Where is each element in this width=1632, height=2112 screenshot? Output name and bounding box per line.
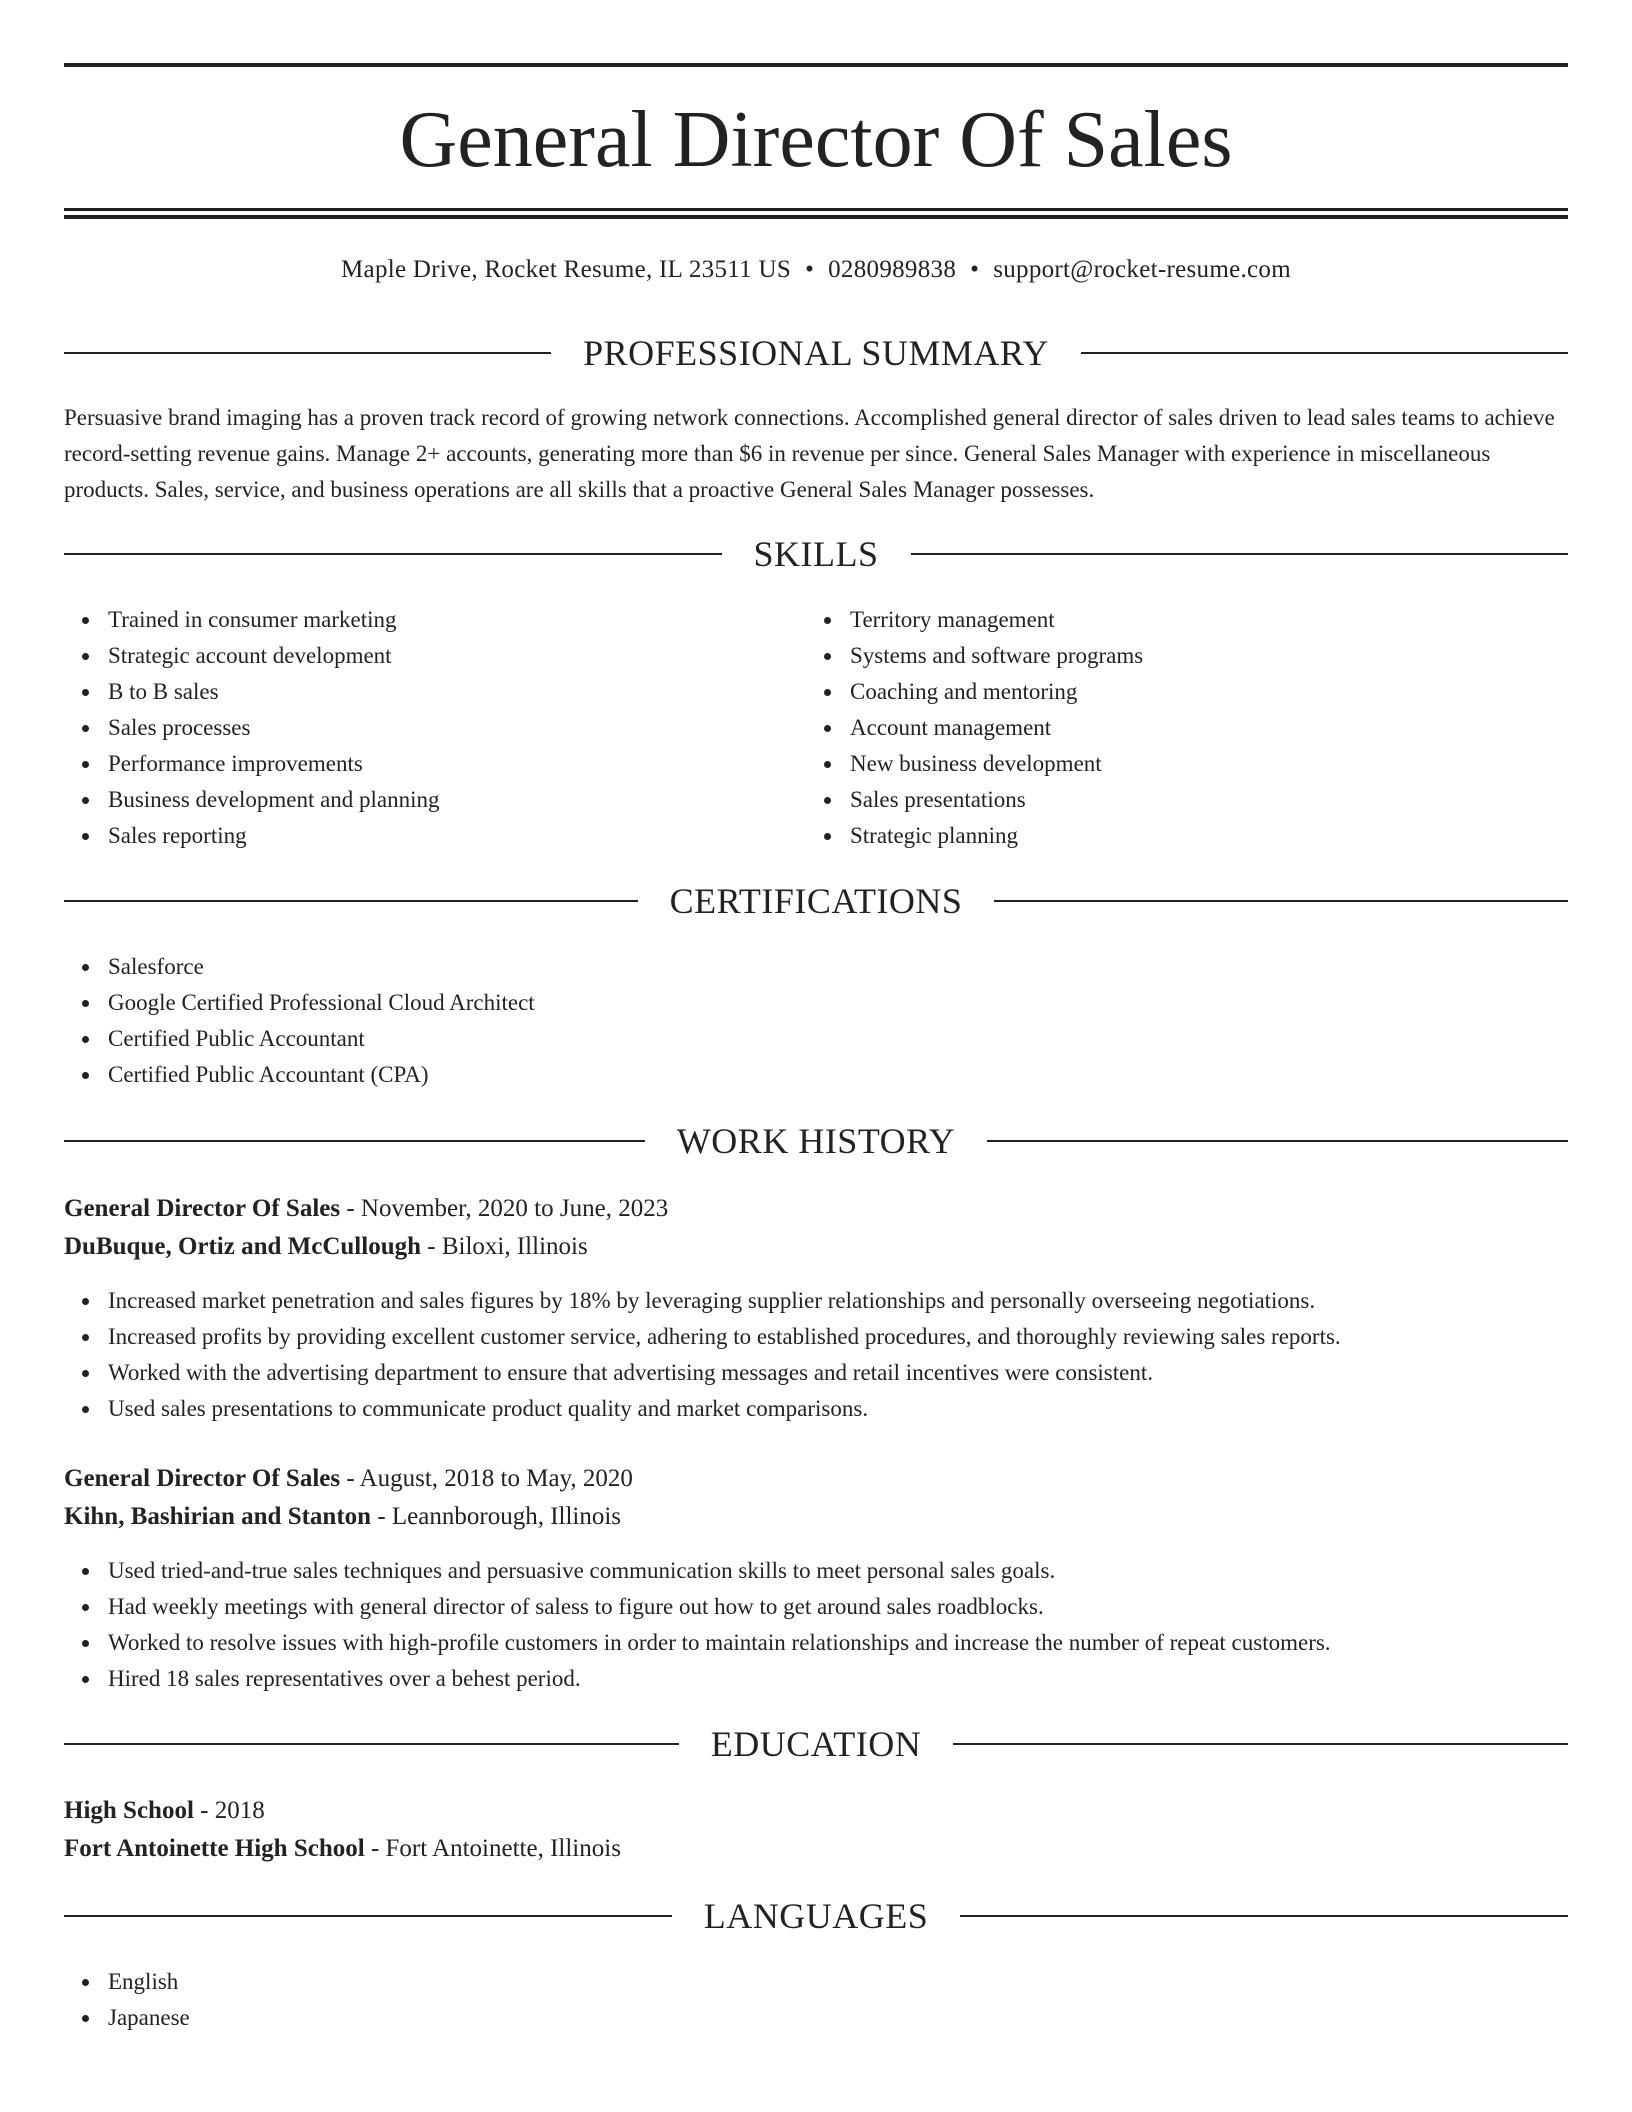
contact-email: support@rocket-resume.com — [993, 256, 1291, 283]
heading-rule — [64, 352, 551, 354]
section-title: EDUCATION — [710, 1724, 922, 1764]
education-year: - 2018 — [193, 1797, 265, 1824]
job-bullet: Increased profits by providing excellent customer service, adhering to established procedures, and thoroughly reviewing sales reports. — [64, 1319, 1568, 1355]
education-degree-line — [64, 1793, 1568, 1829]
summary-text: Persuasive brand imaging has a proven track record of growing network connections. Accomplished general director of sales driven to lead sales teams to achieve record-setting revenue gains. Manage 2+ accounts, generating more than $6 in revenue per since. General Sales Manager with experience in miscellaneous products. Sales, service, and business operations are all skills that a proactive General Sales Manager possesses. — [64, 405, 1555, 502]
job-bullets — [64, 1553, 1568, 1697]
job-bullet: Increased market penetration and sales figures by 18% by leveraging supplier relationships and personally overseeing negotiations. — [64, 1283, 1568, 1319]
section-heading-skills — [64, 532, 1568, 576]
section-title: CERTIFICATIONS — [669, 881, 963, 921]
section-title: PROFESSIONAL SUMMARY — [583, 333, 1049, 373]
section-title: LANGUAGES — [703, 1896, 929, 1936]
heading-rule — [960, 1915, 1568, 1917]
skill-item: Territory management — [806, 602, 1546, 638]
contact-separator: • — [970, 256, 980, 283]
certification-item: Salesforce — [64, 949, 1568, 985]
section-heading-work-history — [64, 1119, 1568, 1163]
title-rule-upper — [64, 208, 1568, 211]
job-company-line — [64, 1499, 1568, 1535]
job-dates: - August, 2018 to May, 2020 — [340, 1465, 633, 1492]
section-heading-languages — [64, 1894, 1568, 1938]
certification-item: Certified Public Accountant — [64, 1021, 1568, 1057]
contact-line — [64, 254, 1568, 286]
education-degree: High School — [64, 1797, 194, 1824]
contact-phone: 0280989838 — [828, 256, 957, 283]
skill-item: Account management — [806, 710, 1546, 746]
job-company: DuBuque, Ortiz and McCullough — [64, 1233, 422, 1260]
heading-rule — [911, 553, 1569, 555]
job-bullet: Worked with the advertising department to ensure that advertising messages and retail incentives were consistent. — [64, 1355, 1568, 1391]
skill-item: New business development — [806, 746, 1546, 782]
job-bullet: Had weekly meetings with general director of saless to figure out how to get around sales roadblocks. — [64, 1589, 1568, 1625]
job-bullet: Worked to resolve issues with high-profile customers in order to maintain relationships and increase the number of repeat customers. — [64, 1625, 1568, 1661]
section-title: WORK HISTORY — [676, 1121, 956, 1161]
certification-item: Certified Public Accountant (CPA) — [64, 1057, 1568, 1093]
heading-rule — [64, 1743, 679, 1745]
job-bullet: Used tried-and-true sales techniques and persuasive communication skills to meet personal sales goals. — [64, 1553, 1568, 1589]
skill-item: Sales presentations — [806, 782, 1546, 818]
skill-item: Systems and software programs — [806, 638, 1546, 674]
job-location: - Leannborough, Illinois — [371, 1503, 622, 1530]
title-rule-lower — [64, 215, 1568, 219]
job-bullet: Used sales presentations to communicate product quality and market comparisons. — [64, 1391, 1568, 1427]
education-location: - Fort Antoinette, Illinois — [364, 1835, 621, 1862]
heading-rule — [994, 900, 1568, 902]
section-title: SKILLS — [753, 534, 879, 574]
skill-item: Strategic planning — [806, 818, 1546, 854]
job-company-line — [64, 1229, 1568, 1265]
skill-item: Performance improvements — [64, 746, 804, 782]
job-dates: - November, 2020 to June, 2023 — [340, 1195, 669, 1222]
heading-rule — [64, 900, 638, 902]
skill-item: Coaching and mentoring — [806, 674, 1546, 710]
language-item: Japanese — [64, 2000, 1568, 2036]
heading-rule — [64, 1140, 645, 1142]
skills-list-left — [64, 602, 804, 854]
languages-list — [64, 1964, 1568, 2036]
section-heading-summary — [64, 331, 1568, 375]
heading-rule — [64, 1915, 672, 1917]
heading-rule — [953, 1743, 1568, 1745]
certification-item: Google Certified Professional Cloud Architect — [64, 985, 1568, 1021]
contact-address: Maple Drive, Rocket Resume, IL 23511 US — [341, 256, 792, 283]
job-title: General Director Of Sales — [64, 1465, 341, 1492]
skill-item: Sales processes — [64, 710, 804, 746]
skill-item: Sales reporting — [64, 818, 804, 854]
skill-item: B to B sales — [64, 674, 804, 710]
section-heading-education — [64, 1722, 1568, 1766]
resume-title: General Director Of Sales — [399, 96, 1233, 184]
job-title: General Director Of Sales — [64, 1195, 341, 1222]
heading-rule — [987, 1140, 1568, 1142]
job-location: - Biloxi, Illinois — [421, 1233, 588, 1260]
certifications-list — [64, 949, 1568, 1093]
education-school-line — [64, 1831, 1568, 1867]
skill-item: Business development and planning — [64, 782, 804, 818]
job-title-line — [64, 1191, 1568, 1227]
contact-separator: • — [805, 256, 815, 283]
job-bullet: Hired 18 sales representatives over a behest period. — [64, 1661, 1568, 1697]
heading-rule — [1081, 352, 1568, 354]
top-rule — [64, 63, 1568, 67]
job-title-line — [64, 1461, 1568, 1497]
language-item: English — [64, 1964, 1568, 2000]
section-heading-certifications — [64, 879, 1568, 923]
skills-list-right — [806, 602, 1546, 854]
job-bullets — [64, 1283, 1568, 1427]
job-company: Kihn, Bashirian and Stanton — [64, 1503, 372, 1530]
education-school: Fort Antoinette High School — [64, 1835, 365, 1862]
skill-item: Trained in consumer marketing — [64, 602, 804, 638]
heading-rule — [64, 553, 722, 555]
skill-item: Strategic account development — [64, 638, 804, 674]
